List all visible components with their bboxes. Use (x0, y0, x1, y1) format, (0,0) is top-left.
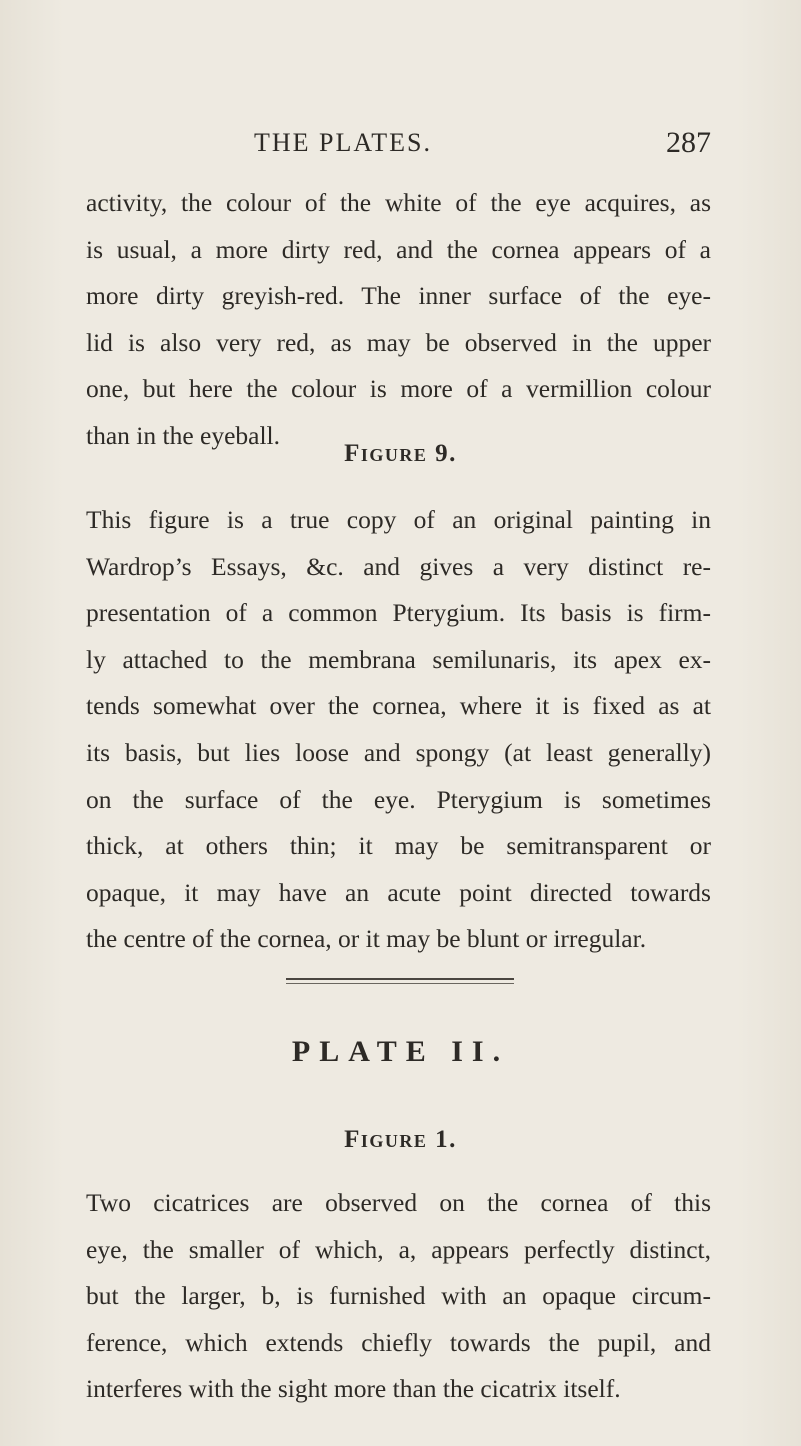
page-number: 287 (666, 126, 711, 159)
text-line: one, but here the colour is more of a vermillion colour (86, 374, 711, 404)
plate-ii-heading: PLATE II. (291, 1035, 510, 1068)
text-line: This figure is a true copy of an original painting in (86, 505, 711, 534)
text-line: opaque, it may have an acute point directed towards (86, 877, 711, 907)
text-line: is usual, a more dirty red, and the cornea appears of a (86, 234, 711, 264)
text-line: interferes with the sight more than the cicatrix itself. (86, 1374, 621, 1404)
text-line: Wardrop’s Essays, &c. and gives a very distinct re- (86, 551, 711, 581)
text-line: than in the eyeball. (86, 420, 281, 450)
text-line: the centre of the cornea, or it may be blunt or irregular. (86, 924, 647, 954)
text-line: activity, the colour of the white of the eye acquires, as (86, 188, 711, 217)
text-line: eye, the smaller of which, a, appears perfectly distinct, (86, 1234, 711, 1264)
paragraph-pterygium (86, 497, 711, 963)
text-line: presentation of a common Pterygium. Its basis is firm- (86, 598, 711, 628)
figure-1-heading: Figure 1. (344, 1126, 457, 1153)
running-title: THE PLATES. (254, 128, 432, 157)
text-line: ly attached to the membrana semilunaris, its apex ex- (86, 644, 711, 674)
text-line: more dirty greyish-red. The inner surface of the eye- (86, 281, 711, 311)
text-line: Two cicatrices are observed on the cornea of this (86, 1188, 711, 1217)
figure-9-heading: Figure 9. (344, 440, 457, 467)
paragraph-eye-colour (86, 180, 711, 460)
running-head (86, 128, 711, 168)
text-line: on the surface of the eye. Pterygium is sometimes (86, 784, 711, 814)
text-line: but the larger, b, is furnished with an opaque circum- (86, 1281, 711, 1311)
text-line: tends somewhat over the cornea, where it is fixed as at (86, 691, 711, 721)
text-line: ference, which extends chiefly towards the pupil, and (86, 1327, 711, 1357)
paragraph-cicatrices (86, 1180, 711, 1413)
section-divider-rule-thin (286, 983, 514, 984)
text-line: thick, at others thin; it may be semitransparent or (86, 831, 711, 861)
text-line: its basis, but lies loose and spongy (at least generally) (86, 737, 711, 767)
text-line: lid is also very red, as may be observed in the upper (86, 327, 711, 357)
section-divider-rule (286, 978, 514, 980)
